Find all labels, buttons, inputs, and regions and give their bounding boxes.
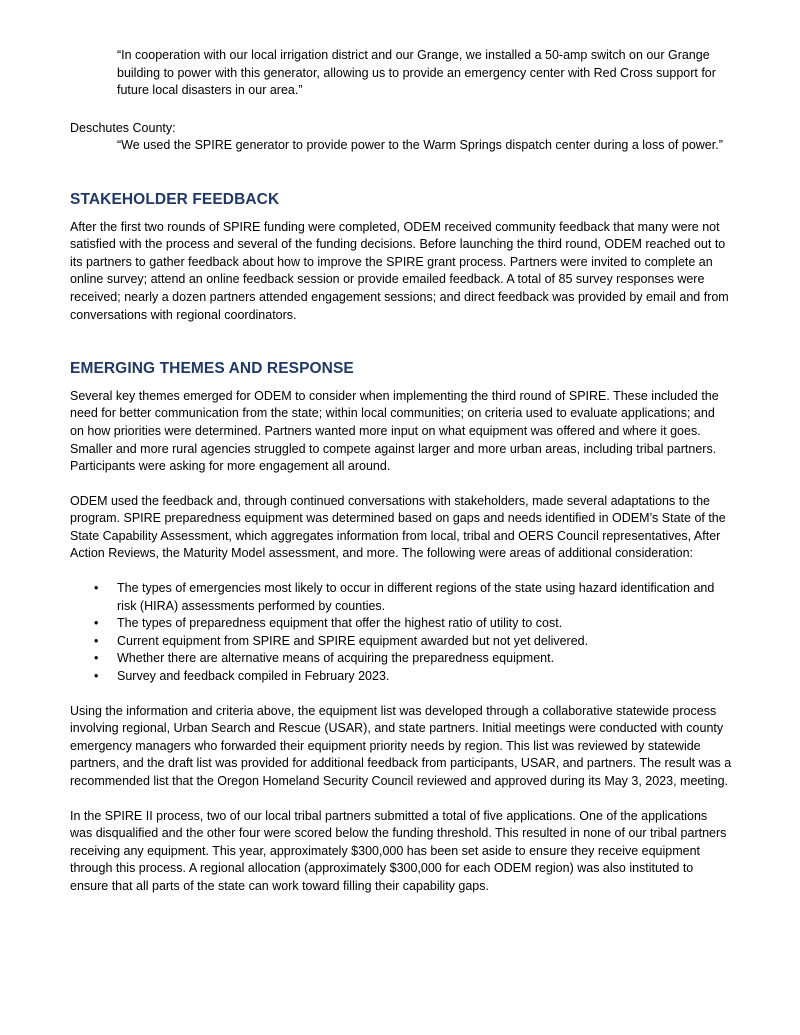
emerging-themes-paragraph-1: Several key themes emerged for ODEM to consider when implementing the third round of SPIRE. These included the need for better communication from the state; within local communities; on criteria used to evaluate applications; and on how priorities were determined. Partners wanted more input on what equipment was offered and where it goes. Smaller and more rural agencies struggled to compete against larger and more urban areas, including tribal partners. Participants were asking for more engagement all around. [70, 388, 719, 474]
emerging-themes-paragraph-3: Using the information and criteria above, the equipment list was developed through a collaborative statewide process involving regional, Urban Search and Rescue (USAR), and state partners. Initial meetings were conducted with county emergency managers who forwarded their equipment priority needs by region. This list was reviewed by statewide partners, and the draft list was provided for additional feedback from participants, USAR, and partners. The result was a recommended list that the Oregon Homeland Security Council reviewed and approved during its May 3, 2023, meeting. [70, 703, 732, 788]
list-item: • Survey and feedback compiled in February 2023. [117, 668, 732, 686]
emerging-themes-paragraph-2: ODEM used the feedback and, through continued conversations with stakeholders, made several adaptations to the program. SPIRE preparedness equipment was determined based on gaps and needs identified in ODEM’s State of the State Capability Assessment, which aggregates information from local, tribal and OERS Council representatives, After Action Reviews, the Maturity Model assessment, and more. The following were areas of additional consideration: [70, 493, 726, 561]
list-item: • Whether there are alternative means of acquiring the preparedness equipment. [117, 650, 732, 668]
list-item: • The types of preparedness equipment that offer the highest ratio of utility to cost. [117, 615, 732, 633]
list-item: • Current equipment from SPIRE and SPIRE equipment awarded but not yet delivered. [117, 633, 732, 651]
emerging-themes-paragraph-4: In the SPIRE II process, two of our local tribal partners submitted a total of five applications. One of the applications was disqualified and the other four were scored below the funding threshold. This resulted in none of our tribal partners receiving any equipment. This year, approximately $300,000 has been set aside to ensure they receive equipment through this process. A regional allocation (approximately $300,000 for each ODEM region) was also instituted to ensure that all parts of the state can work toward filling their capability gaps. [70, 808, 727, 893]
stakeholder-feedback-paragraph: After the first two rounds of SPIRE funding were completed, ODEM received community feedback that many were not satisfied with the process and several of the funding decisions. Before launching the third round, ODEM reached out to its partners to gather feedback about how to improve the SPIRE grant process. Partners were invited to complete an online survey; attend an online feedback session or provide emailed feedback. A total of 85 survey responses were received; nearly a dozen partners attended engagement sessions; and direct feedback was provided by email and from conversations with regional coordinators. [70, 219, 729, 322]
deschutes-quote: “We used the SPIRE generator to provide power to the Warm Springs dispatch center during a loss of power.” [117, 138, 723, 153]
stakeholder-feedback-heading: STAKEHOLDER FEEDBACK [70, 190, 280, 208]
list-item: • The types of emergencies most likely to occur in different regions of the state using hazard identification and risk (HIRA) assessments performed by counties. [117, 580, 732, 615]
emerging-themes-heading: EMERGING THEMES AND RESPONSE [70, 360, 354, 378]
document-page [70, 47, 732, 896]
consideration-list [70, 580, 732, 686]
deschutes-county-label: Deschutes County: [70, 120, 176, 135]
intro-quote: “In cooperation with our local irrigation district and our Grange, we installed a 50-amp switch on our Grange building to power with this generator, allowing us to provide an emergency center with Red Cross support for future local disasters in our area.” [117, 48, 716, 98]
